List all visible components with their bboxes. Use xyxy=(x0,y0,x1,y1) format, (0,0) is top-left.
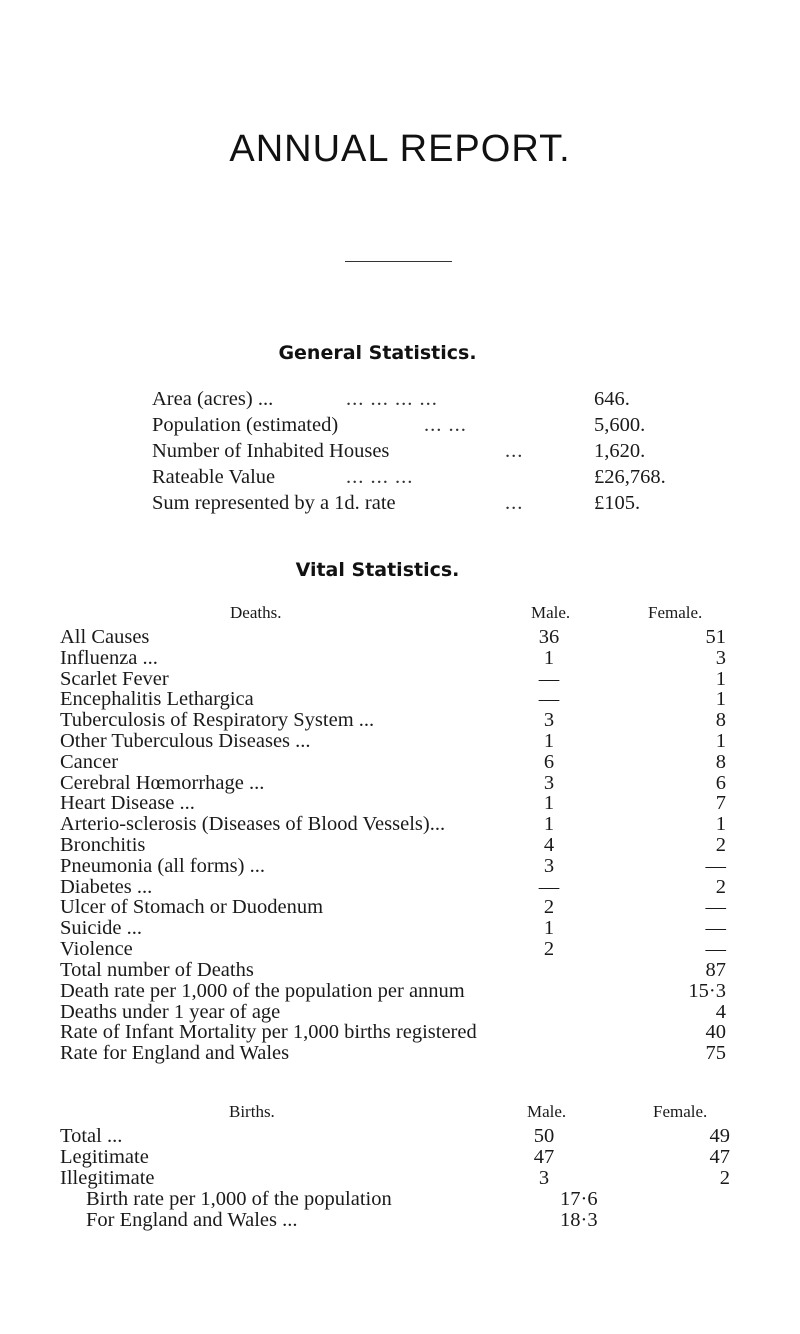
death-female-count: — xyxy=(705,854,726,877)
death-male-count: 1 xyxy=(543,917,555,940)
births-female-column-header: Female. xyxy=(653,1102,708,1121)
death-cause-label: Encephalitis Lethargica xyxy=(60,688,254,711)
death-female-count: 1 xyxy=(715,730,726,752)
general-row-leader: ... ... ... xyxy=(346,466,414,488)
death-summary-label: Death rate per 1,000 of the population per annum xyxy=(60,979,465,1002)
death-female-count: 8 xyxy=(715,709,726,732)
death-cause-label: Suicide ... xyxy=(60,917,142,940)
death-summary-value: 75 xyxy=(705,1042,726,1065)
death-male-count: — xyxy=(538,688,560,711)
death-cause-label: Violence xyxy=(60,938,133,960)
death-female-count: — xyxy=(705,917,726,940)
death-male-count: 6 xyxy=(543,750,555,773)
death-male-count: 4 xyxy=(543,834,555,856)
death-male-count: 1 xyxy=(543,730,555,752)
general-row-value: £26,768. xyxy=(594,466,666,488)
death-summary-label: Total number of Deaths xyxy=(60,959,254,981)
death-summary-label: Rate of Infant Mortality per 1,000 births registered xyxy=(60,1021,477,1044)
death-summary-value: 87 xyxy=(705,959,726,981)
death-male-count: 1 xyxy=(543,646,555,669)
general-row-value: 646. xyxy=(594,388,630,410)
birth-rate-value: 18·3 xyxy=(560,1209,598,1231)
death-female-count: 8 xyxy=(715,750,726,773)
death-female-count: — xyxy=(705,896,726,919)
death-summary-value: 15·3 xyxy=(688,979,726,1002)
general-row-label: Rateable Value xyxy=(152,466,276,488)
death-male-count: 2 xyxy=(543,896,555,919)
birth-label: Total ... xyxy=(60,1125,123,1147)
death-summary-label: Deaths under 1 year of age xyxy=(60,1000,281,1023)
death-cause-label: All Causes xyxy=(60,626,150,648)
birth-label: Legitimate xyxy=(60,1146,149,1168)
general-row-leader: ... xyxy=(505,440,524,462)
birth-female-count: 2 xyxy=(719,1167,730,1189)
death-male-count: 3 xyxy=(543,854,555,877)
birth-male-count: 47 xyxy=(533,1146,555,1168)
death-female-count: 1 xyxy=(715,813,726,836)
death-cause-label: Other Tuberculous Diseases ... xyxy=(60,730,311,752)
death-cause-label: Diabetes ... xyxy=(60,875,153,898)
death-cause-label: Influenza ... xyxy=(60,646,158,669)
title-divider xyxy=(345,261,452,262)
death-female-count: 51 xyxy=(705,626,726,648)
death-summary-value: 40 xyxy=(705,1021,726,1044)
general-row-value: £105. xyxy=(594,492,641,514)
general-row-leader: ... xyxy=(505,492,524,514)
birth-label: Illegitimate xyxy=(60,1167,155,1189)
general-row-leader: ... ... ... ... xyxy=(346,388,438,410)
general-row-leader: ... ... xyxy=(424,414,467,436)
death-male-count: 36 xyxy=(538,626,560,648)
death-cause-label: Cerebral Hœmorrhage ... xyxy=(60,771,265,794)
death-cause-label: Pneumonia (all forms) ... xyxy=(60,854,265,877)
death-male-count: 2 xyxy=(543,938,555,960)
deaths-column-header: Deaths. xyxy=(230,603,282,622)
death-male-count: 3 xyxy=(543,709,555,732)
death-cause-label: Heart Disease ... xyxy=(60,792,195,815)
general-row-value: 1,620. xyxy=(594,440,646,462)
death-female-count: 6 xyxy=(715,771,726,794)
death-cause-label: Arterio-sclerosis (Diseases of Blood Vessels)... xyxy=(60,813,446,836)
births-column-header: Births. xyxy=(229,1102,275,1121)
general-row-label: Population (estimated) xyxy=(152,414,339,436)
general-row-label: Sum represented by a 1d. rate xyxy=(152,492,396,514)
death-cause-label: Ulcer of Stomach or Duodenum xyxy=(60,896,324,919)
death-female-count: 3 xyxy=(715,646,726,669)
general-row-value: 5,600. xyxy=(594,414,646,436)
birth-rate-label: Birth rate per 1,000 of the population xyxy=(86,1188,392,1210)
birth-rate-label: For England and Wales ... xyxy=(86,1209,298,1231)
death-male-count: 3 xyxy=(543,771,555,794)
female-column-header: Female. xyxy=(648,603,703,622)
death-cause-label: Tuberculosis of Respiratory System ... xyxy=(60,709,375,732)
death-cause-label: Scarlet Fever xyxy=(60,667,169,690)
death-male-count: — xyxy=(538,875,560,898)
general-row-label: Area (acres) ... xyxy=(152,388,274,410)
death-female-count: 7 xyxy=(715,792,726,815)
death-male-count: 1 xyxy=(543,813,555,836)
general-statistics-heading: General Statistics. xyxy=(278,342,477,364)
general-row-label: Number of Inhabited Houses xyxy=(152,440,390,462)
birth-rate-value: 17·6 xyxy=(560,1188,598,1210)
death-female-count: 1 xyxy=(715,688,726,711)
male-column-header: Male. xyxy=(531,603,571,622)
birth-female-count: 47 xyxy=(709,1146,730,1168)
births-male-column-header: Male. xyxy=(527,1102,567,1121)
death-cause-label: Cancer xyxy=(60,750,119,773)
birth-male-count: 50 xyxy=(533,1125,555,1147)
death-female-count: 2 xyxy=(715,834,726,856)
birth-male-count: 3 xyxy=(538,1167,550,1189)
death-cause-label: Bronchitis xyxy=(60,834,146,856)
death-summary-value: 4 xyxy=(715,1000,726,1023)
death-summary-label: Rate for England and Wales xyxy=(60,1042,290,1065)
birth-female-count: 49 xyxy=(709,1125,730,1147)
death-female-count: 1 xyxy=(715,667,726,690)
report-title: ANNUAL REPORT. xyxy=(229,128,571,170)
vital-statistics-heading: Vital Statistics. xyxy=(295,559,460,581)
death-male-count: — xyxy=(538,667,560,690)
death-female-count: — xyxy=(705,938,726,960)
death-male-count: 1 xyxy=(543,792,555,815)
death-female-count: 2 xyxy=(715,875,726,898)
